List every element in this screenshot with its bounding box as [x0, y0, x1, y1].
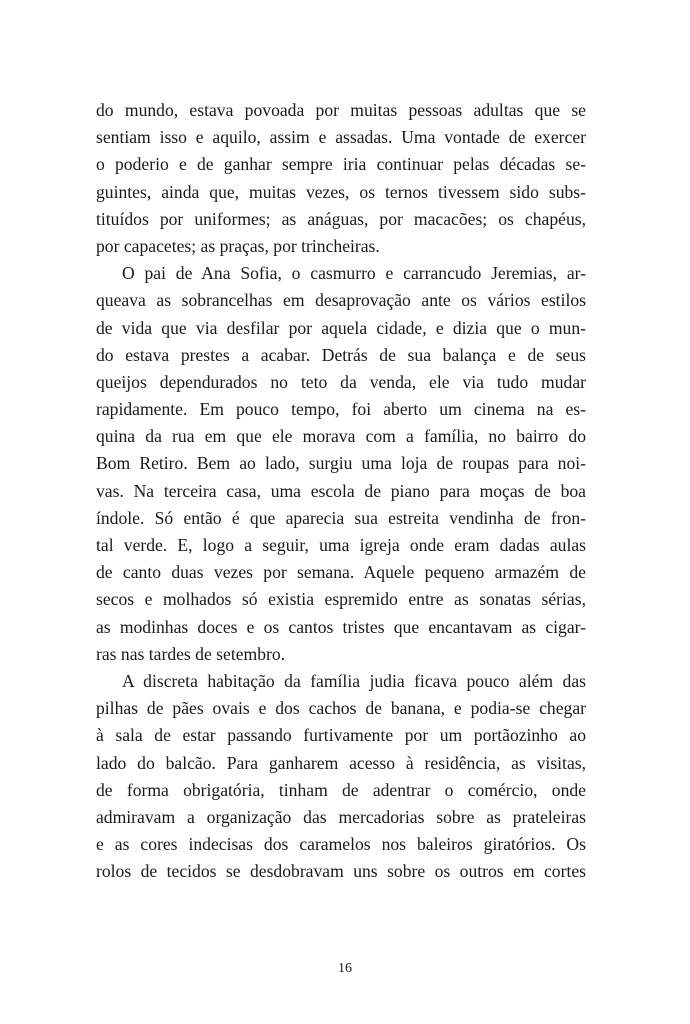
- text-line: de forma obrigatória, tinham de adentrar o comércio, onde: [96, 779, 586, 800]
- text-line: do estava prestes a acabar. Detrás de sua balança e de seus: [96, 344, 586, 365]
- text-line: do mundo, estava povoada por muitas pessoas adultas que se: [96, 100, 586, 120]
- text-line: de vida que via desfilar por aquela cidade, e dizia que o mun-: [96, 317, 586, 338]
- text-line: de canto duas vezes por semana. Aquele pequeno armazém de: [96, 562, 586, 583]
- text-line: ras nas tardes de setembro.: [96, 643, 286, 664]
- text-line: guintes, ainda que, muitas vezes, os ternos tivessem sido subs-: [96, 181, 586, 202]
- body-text: [96, 97, 586, 885]
- paragraph: [96, 97, 586, 260]
- text-line: tituídos por uniformes; as anáguas, por macacões; os chapéus,: [96, 208, 586, 229]
- text-line: à sala de estar passando furtivamente por um portãozinho ao: [96, 725, 586, 746]
- text-line: o poderio e de ganhar sempre iria continuar pelas décadas se-: [96, 154, 586, 175]
- text-line: O pai de Ana Sofia, o casmurro e carrancudo Jeremias, ar-: [122, 263, 586, 284]
- text-line: rapidamente. Em pouco tempo, foi aberto um cinema na es-: [96, 399, 586, 420]
- text-line: e as cores indecisas dos caramelos nos baleiros giratórios. Os: [96, 834, 586, 855]
- text-line: admiravam a organização das mercadorias sobre as prateleiras: [96, 806, 586, 827]
- text-line: pilhas de pães ovais e dos cachos de banana, e podia-se chegar: [96, 698, 586, 719]
- text-line: vas. Na terceira casa, uma escola de piano para moças de boa: [96, 480, 586, 501]
- text-line: lado do balcão. Para ganharem acesso à residência, as visitas,: [96, 752, 586, 773]
- text-line: Bom Retiro. Bem ao lado, surgiu uma loja de roupas para noi-: [96, 453, 586, 474]
- text-line: rolos de tecidos se desdobravam uns sobre os outros em cortes: [96, 861, 586, 882]
- text-line: sentiam isso e aquilo, assim e assadas. Uma vontade de exercer: [96, 127, 586, 148]
- text-line: queava as sobrancelhas em desaprovação ante os vários estilos: [96, 290, 586, 311]
- text-line: secos e molhados só existia espremido entre as sonatas sérias,: [96, 589, 586, 610]
- text-line: índole. Só então é que aparecia sua estreita vendinha de fron-: [96, 507, 586, 528]
- text-line: queijos dependurados no teto da venda, ele via tudo mudar: [96, 371, 586, 392]
- page-number: 16: [338, 961, 352, 976]
- paragraph: [96, 668, 586, 886]
- text-line: por capacetes; as praças, por trincheiras.: [96, 235, 380, 256]
- text-line: A discreta habitação da família judia ficava pouco além das: [122, 670, 586, 691]
- text-line: quina da rua em que ele morava com a família, no bairro do: [96, 426, 586, 447]
- text-line: as modinhas doces e os cantos tristes que encantavam as cigar-: [96, 616, 586, 637]
- text-line: tal verde. E, logo a seguir, uma igreja onde eram dadas aulas: [96, 535, 586, 555]
- paragraph: [96, 260, 586, 668]
